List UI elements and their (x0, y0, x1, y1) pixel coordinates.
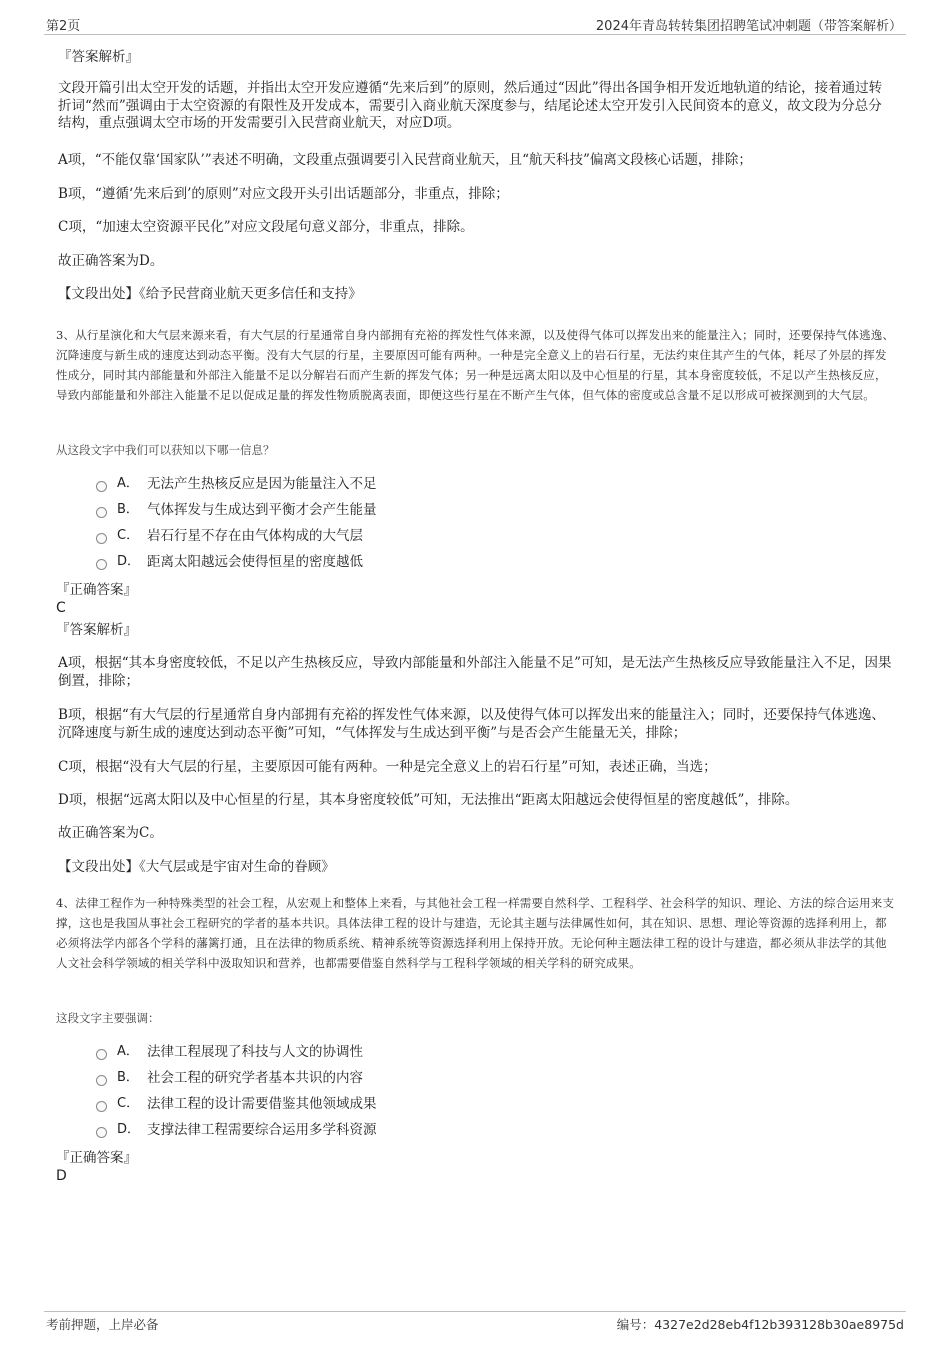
q2-conclusion: 故正确答案为D。 (58, 253, 164, 269)
radio-button-icon[interactable] (96, 1049, 107, 1060)
radio-button-icon[interactable] (96, 1101, 107, 1112)
option-letter: A． (117, 1044, 139, 1059)
q2-analysis-b: B项，“遵循‘先来后到’的原则”对应文段开头引出话题部分，非重点，排除； (58, 186, 509, 202)
radio-button-icon[interactable] (96, 507, 107, 518)
document-title: 2024年青岛转转集团招聘笔试冲刺题（带答案解析） (595, 19, 902, 34)
q4-option-b[interactable] (96, 1069, 363, 1087)
radio-button-icon[interactable] (96, 559, 107, 570)
q3-analysis-d: D项，根据“远离太阳以及中心恒星的行星，其本身密度较低”可知，无法推出“距离太阳越远会使得恒星的密度越低”，排除。 (58, 792, 799, 808)
q4-stem: 4、法律工程作为一种特殊类型的社会工程，从宏观上和整体上来看，与其他社会工程一样需要自然科学、工程科学、社会科学的知识、理论、方法的综合运用来支撑，这也是我国从事社会工程研究的学者的基本共识。具体法律工程的设计与建造，无论其主题与法律属性如何，其在知识、思想、理论等资源的选择利用上，都必须将法学内部各个学科的藩篱打通，且在法律的物质系统、精神系统等资源选择利用上保持开放。无论何种主题法律工程的设计与建造，都必须从非法学的其他人文社会科学领域的相关学科中汲取知识和营养，也都需要借鉴自然科学与工程科学领域的相关学科的研究成果。 (56, 896, 895, 970)
q4-prompt: 这段文字主要强调： (56, 1011, 160, 1025)
q4-option-d[interactable] (96, 1121, 377, 1139)
radio-button-icon[interactable] (96, 533, 107, 544)
q2-analysis-text: 文段开篇引出太空开发的话题，并指出太空开发应遵循“先来后到”的原则，然后通过“因此”得出各国争相开发近地轨道的结论，接着通过转折词“然而”强调由于太空资源的有限性及开发成本，需要引入商业航天深度参与，结尾论述太空开发引入民间资本的意义，故文段为分总分结构，重点强调太空市场的开发需要引入民营商业航天，对应D项。 (58, 80, 883, 131)
q3-option-d[interactable] (96, 553, 363, 571)
q2-source: 【文段出处】《给予民营商业航天更多信任和支持》 (58, 286, 362, 302)
q4-answer-label: 『正确答案』 (56, 1150, 137, 1166)
page-number: 第2页 (46, 19, 81, 34)
q3-analysis-c: C项，根据“没有大气层的行星，主要原因可能有两种。一种是完全意义上的岩石行星”可知，表述正确，当选； (58, 759, 717, 775)
option-text: 岩石行星不存在由气体构成的大气层 (147, 528, 363, 544)
option-text: 支撑法律工程需要综合运用多学科资源 (147, 1122, 377, 1138)
option-text: 无法产生热核反应是因为能量注入不足 (147, 476, 377, 492)
q3-analysis-label: 『答案解析』 (56, 622, 137, 638)
option-letter: A． (117, 476, 139, 491)
option-letter: D． (117, 1122, 141, 1137)
q3-conclusion: 故正确答案为C。 (58, 825, 163, 841)
q3-option-b[interactable] (96, 501, 377, 519)
option-letter: C． (117, 1096, 140, 1111)
q2-analysis-a: A项，“不能仅靠‘国家队’”表述不明确，文段重点强调要引入民营商业航天，且“航天科技”偏离文段核心话题，排除； (58, 152, 752, 168)
q3-source: 【文段出处】《大气层或是宇宙对生命的眷顾》 (58, 859, 335, 875)
option-text: 社会工程的研究学者基本共识的内容 (147, 1070, 363, 1086)
q4-answer: D (56, 1168, 67, 1184)
radio-button-icon[interactable] (96, 1127, 107, 1138)
option-text: 距离太阳越远会使得恒星的密度越低 (147, 554, 363, 570)
q3-answer: C (56, 600, 66, 616)
q2-analysis-label: 『答案解析』 (58, 49, 139, 65)
radio-button-icon[interactable] (96, 481, 107, 492)
option-letter: B． (117, 502, 139, 517)
option-letter: B． (117, 1070, 139, 1085)
q3-option-a[interactable] (96, 475, 377, 493)
q3-answer-label: 『正确答案』 (56, 582, 137, 598)
option-letter: C． (117, 528, 140, 543)
q3-prompt: 从这段文字中我们可以获知以下哪一信息？ (56, 443, 275, 457)
radio-button-icon[interactable] (96, 1075, 107, 1086)
option-text: 法律工程展现了科技与人文的协调性 (147, 1044, 363, 1060)
q2-analysis-c: C项，“加速太空资源平民化”对应文段尾句意义部分，非重点，排除。 (58, 219, 474, 235)
q4-option-c[interactable] (96, 1095, 377, 1113)
q3-stem: 3、从行星演化和大气层来源来看，有大气层的行星通常自身内部拥有充裕的挥发性气体来源，以及使得气体可以挥发出来的能量注入；同时，还要保持气体逃逸、沉降速度与新生成的速度达到动态平衡。没有大气层的行星，主要原因可能有两种。一种是完全意义上的岩石行星，无法约束住其产生的气体，耗尽了外层的挥发性成分，同时其内部能量和外部注入能量不足以分解岩石而产生新的挥发气体；另一种是远离太阳以及中心恒星的行星，其本身密度较低，不足以产生热核反应，导致内部能量和外部注入能量不足以促成足量的挥发性物质脱离表面，即便这些行星在不断产生气体，但气体的密度或总含量不足以形成可被探测到的大气层。 (56, 328, 895, 402)
q3-option-c[interactable] (96, 527, 363, 545)
q3-analysis-b: B项，根据“有大气层的行星通常自身内部拥有充裕的挥发性气体来源，以及使得气体可以挥发出来的能量注入；同时，还要保持气体逃逸、沉降速度与新生成的速度达到动态平衡”可知，“气体挥发与生成达到平衡”与是否会产生能量无关，排除； (58, 707, 885, 741)
option-text: 气体挥发与生成达到平衡才会产生能量 (147, 502, 377, 518)
q3-analysis-a: A项，根据“其本身密度较低，不足以产生热核反应，导致内部能量和外部注入能量不足”可知，是无法产生热核反应导致能量注入不足，因果倒置，排除； (58, 655, 892, 689)
option-text: 法律工程的设计需要借鉴其他领域成果 (147, 1096, 377, 1112)
footer-divider (44, 1311, 906, 1312)
option-letter: D． (117, 554, 141, 569)
document-id: 编号：4327e2d28eb4f12b393128b30ae8975d (616, 1317, 904, 1332)
header-divider (44, 34, 906, 35)
footer-slogan: 考前押题，上岸必备 (46, 1317, 159, 1332)
q4-option-a[interactable] (96, 1043, 363, 1061)
